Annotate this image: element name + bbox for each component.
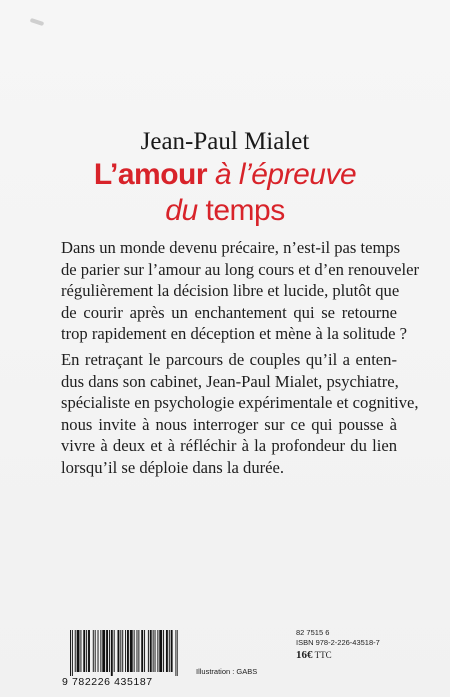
publication-info xyxy=(296,628,416,662)
price-suffix: TTC xyxy=(312,650,332,660)
blurb-line: trop rapidement en déception et mène à la solitude ? xyxy=(61,324,408,343)
isbn-number: ISBN 978-2-226-43518-7 xyxy=(296,638,380,647)
blurb-line: En retraçant le parcours de couples qu’il a enten- xyxy=(61,350,397,369)
blurb-line: Dans un monde devenu précaire, n’est-il pas temps xyxy=(61,238,401,257)
blurb-paragraph-2 xyxy=(61,349,419,478)
title-regular-word: temps xyxy=(197,194,285,227)
blurb-line: vivre à deux et à réfléchir à la profondeur du lien xyxy=(61,436,397,455)
barcode-bars xyxy=(70,630,178,676)
blurb-line: dus dans son cabinet, Jean-Paul Mialet, psychiatre, xyxy=(61,371,399,391)
book-title-line-1 xyxy=(0,158,450,192)
author-name: Jean-Paul Mialet xyxy=(140,128,310,155)
blurb-line: régulièrement la décision libre et lucide, plutôt que xyxy=(61,281,400,300)
blurb-line: nous invite à nous interroger sur ce qui pousse à xyxy=(61,414,397,434)
price-value: 16€ xyxy=(296,649,313,661)
title-italic-word: du xyxy=(165,194,198,227)
blurb-line: de courir après un enchantement qui se retourne xyxy=(61,302,397,322)
title-italic-phrase: à l’épreuve xyxy=(207,158,357,191)
blurb-line: lorsqu’il se déploie dans la durée. xyxy=(61,457,285,477)
product-code: 82 7515 6 xyxy=(296,628,330,637)
blurb-line: de parier sur l’amour au long cours et d’en renouveler xyxy=(61,259,420,279)
barcode-digits: 9 782226 435187 xyxy=(62,676,153,688)
illustration-credit: Illustration : GABS xyxy=(196,667,258,676)
blurb-line: spécialiste en psychologie expérimentale et cognitive, xyxy=(61,393,419,412)
price-label xyxy=(296,648,416,662)
blurb-paragraph-1 xyxy=(61,237,420,345)
title-bold-word: L’amour xyxy=(93,158,208,191)
book-title-line-2 xyxy=(0,194,450,228)
isbn-barcode xyxy=(62,630,180,688)
